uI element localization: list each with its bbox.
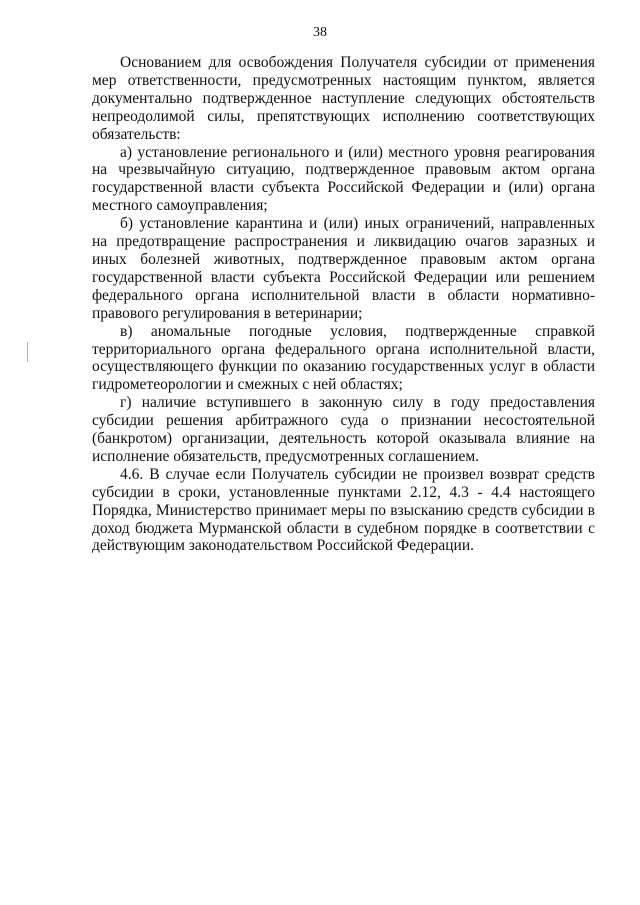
page-number: 38 — [313, 25, 327, 40]
paragraph-item-g: г) наличие вступившего в законную силу в году предоставления субсидии решения арбитражного суда о признании несостоятельной (банкротом) организации, деятельность которой оказывала влияние на исполнение обязательств, предусмотренных соглашением. — [92, 394, 595, 465]
document-body — [92, 54, 595, 555]
paragraph-item-b: б) установление карантина и (или) иных ограничений, направленных на предотвращение распространения и ликвидацию очагов заразных и иных болезней животных, подтвержденное правовым актом органа государственной власти субъекта Российской Федерации или решением федерального органа исполнительной власти в области нормативно-правового регулирования в ветеринарии; — [92, 215, 595, 322]
margin-mark — [27, 342, 28, 362]
paragraph-item-v: в) аномальные погодные условия, подтвержденные справкой территориального органа федерального органа исполнительной власти, осуществляющего функции по оказанию государственных услуг в области гидрометеорологии и смежных с ней областях; — [92, 322, 595, 394]
paragraph-item-a: а) установление регионального и (или) местного уровня реагирования на чрезвычайную ситуацию, подтвержденное правовым актом органа государственной власти субъекта Российской Федерации и (или) органа местного самоуправления; — [92, 143, 595, 215]
paragraph-4-6: 4.6. В случае если Получатель субсидии не произвел возврат средств субсидии в сроки, установленные пунктами 2.12, 4.3 - 4.4 настоящего Порядка, Министерство принимает меры по взысканию средств субсидии в доход бюджета Мурманской области в судебном порядке в соответствии с действующим законодательством Российской Федерации. — [92, 465, 595, 555]
paragraph-force-majeure-basis: Основанием для освобождения Получателя субсидии от применения мер ответственности, предусмотренных настоящим пунктом, является документально подтвержденное наступление следующих обстоятельств непреодолимой силы, препятствующих исполнению соответствующих обязательств: — [92, 54, 595, 143]
